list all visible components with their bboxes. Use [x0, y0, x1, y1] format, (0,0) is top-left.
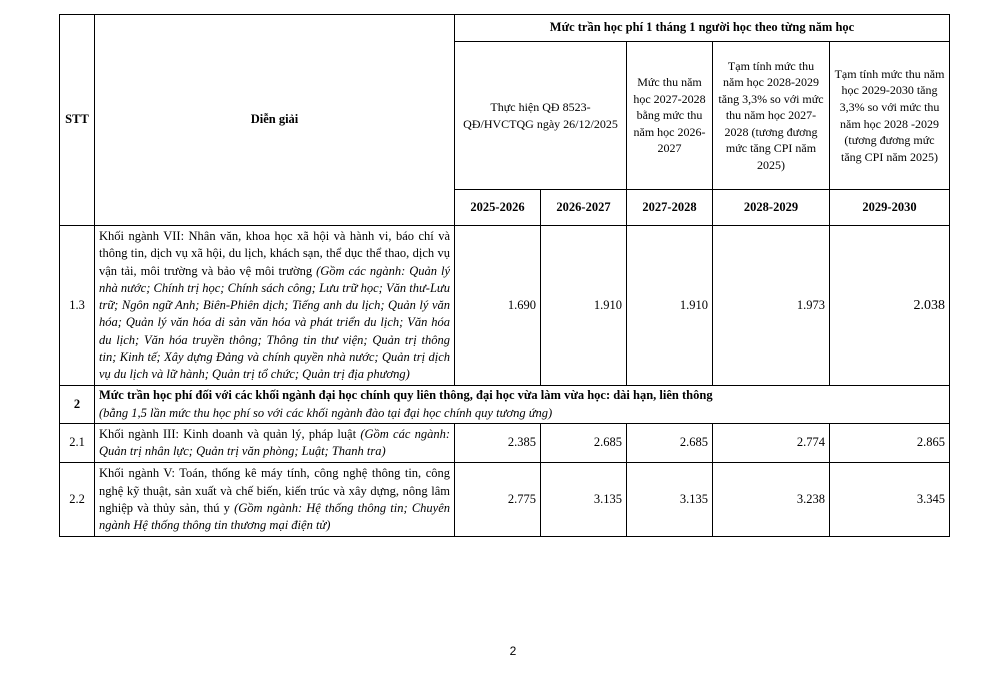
fee-2029-2030: 3.345	[830, 463, 950, 537]
row-description-main: Khối ngành VII: Nhân văn, khoa học xã hội và hành vi, báo chí và thông tin, dịch vụ xã hội, du lịch, khách sạn, thể dục thể thao, dịch vụ vận tải, môi trường và bảo vệ môi trường	[99, 229, 450, 278]
section-title: Mức trần học phí đối với các khối ngành đại học chính quy liên thông, đại học vừa làm vừa học: dài hạn, liên thông	[99, 388, 713, 403]
row-stt: 2.2	[60, 463, 95, 537]
row-description	[95, 423, 455, 463]
row-description	[95, 463, 455, 537]
header-stt: STT	[60, 15, 95, 226]
fee-2028-2029: 2.774	[713, 423, 830, 463]
section-heading	[95, 386, 950, 424]
row-description-main: Khối ngành III: Kinh doanh và quản lý, pháp luật	[99, 426, 357, 441]
fee-2025-2026: 2.385	[455, 423, 541, 463]
row-description	[95, 226, 455, 386]
fee-2029-2030: 2.038	[830, 226, 950, 386]
header-year-2028-2029: 2028-2029	[713, 190, 830, 226]
fee-2026-2027: 3.135	[541, 463, 627, 537]
section-stt: 2	[60, 386, 95, 424]
row-stt: 2.1	[60, 423, 95, 463]
header-group-title: Mức trần học phí 1 tháng 1 người học theo từng năm học	[455, 15, 950, 42]
fee-2026-2027: 1.910	[541, 226, 627, 386]
header-year-2026-2027: 2026-2027	[541, 190, 627, 226]
header-col-group-3: Tạm tính mức thu năm học 2028-2029 tăng 3,3% so với mức thu năm học 2027-2028 (tương đương mức tăng CPI năm 2025)	[713, 42, 830, 190]
table-row	[60, 226, 950, 386]
fee-2027-2028: 1.910	[627, 226, 713, 386]
fee-2029-2030: 2.865	[830, 423, 950, 463]
tuition-fee-table	[59, 14, 950, 537]
section-note: (bằng 1,5 lần mức thu học phí so với các khối ngành đào tại đại học chính quy tương ứng)	[99, 405, 553, 420]
header-year-2029-2030: 2029-2030	[830, 190, 950, 226]
header-col-group-4: Tạm tính mức thu năm học 2029-2030 tăng 3,3% so với mức thu năm học 2028 -2029 (tương đương mức tăng CPI năm 2025)	[830, 42, 950, 190]
fee-2025-2026: 1.690	[455, 226, 541, 386]
row-description-detail: (Gồm ngành: Hệ thống thông tin; Chuyên ngành Hệ thống thông tin thương mại điện tử)	[99, 500, 450, 532]
table-row	[60, 463, 950, 537]
page-number: 2	[509, 644, 517, 658]
row-description-detail: (Gồm các ngành: Quản lý nhà nước; Chính trị học; Chính sách công; Lưu trữ học; Văn thư-Lưu trữ; Ngôn ngữ Anh; Biên-Phiên dịch; Tiếng anh du lịch; Quản lý văn hóa; Quản lý văn hóa di sản văn hóa và phát triển du lịch; Văn hóa du lịch; Văn hóa truyền thông; Thông tin thư viện; Quản trị thông tin; Kinh tế; Xây dựng Đảng và chính quyền nhà nước; Quản trị dịch vụ du lịch và lữ hành; Quản trị tổ chức; Quản trị địa phương)	[99, 263, 450, 381]
fee-2027-2028: 2.685	[627, 423, 713, 463]
row-description-main: Khối ngành V: Toán, thống kê máy tính, công nghệ thông tin, công nghệ kỹ thuật, sản xuất và chế biến, kiến trúc và xây dựng, nông lâm nghiệp và thủy sản, thú y	[99, 466, 450, 515]
table-row	[60, 423, 950, 463]
header-col-group-2: Mức thu năm học 2027-2028 bằng mức thu năm học 2026-2027	[627, 42, 713, 190]
row-description-detail: (Gồm các ngành: Quản trị nhân lực; Quản trị văn phòng; Luật; Thanh tra)	[99, 426, 451, 458]
fee-2027-2028: 3.135	[627, 463, 713, 537]
fee-2025-2026: 2.775	[455, 463, 541, 537]
fee-2028-2029: 3.238	[713, 463, 830, 537]
header-year-2027-2028: 2027-2028	[627, 190, 713, 226]
header-description: Diễn giải	[95, 15, 455, 226]
fee-2026-2027: 2.685	[541, 423, 627, 463]
header-col-group-1: Thực hiện QĐ 8523-QĐ/HVCTQG ngày 26/12/2025	[455, 42, 627, 190]
header-year-2025-2026: 2025-2026	[455, 190, 541, 226]
section-row	[60, 386, 950, 424]
row-stt: 1.3	[60, 226, 95, 386]
fee-2028-2029: 1.973	[713, 226, 830, 386]
